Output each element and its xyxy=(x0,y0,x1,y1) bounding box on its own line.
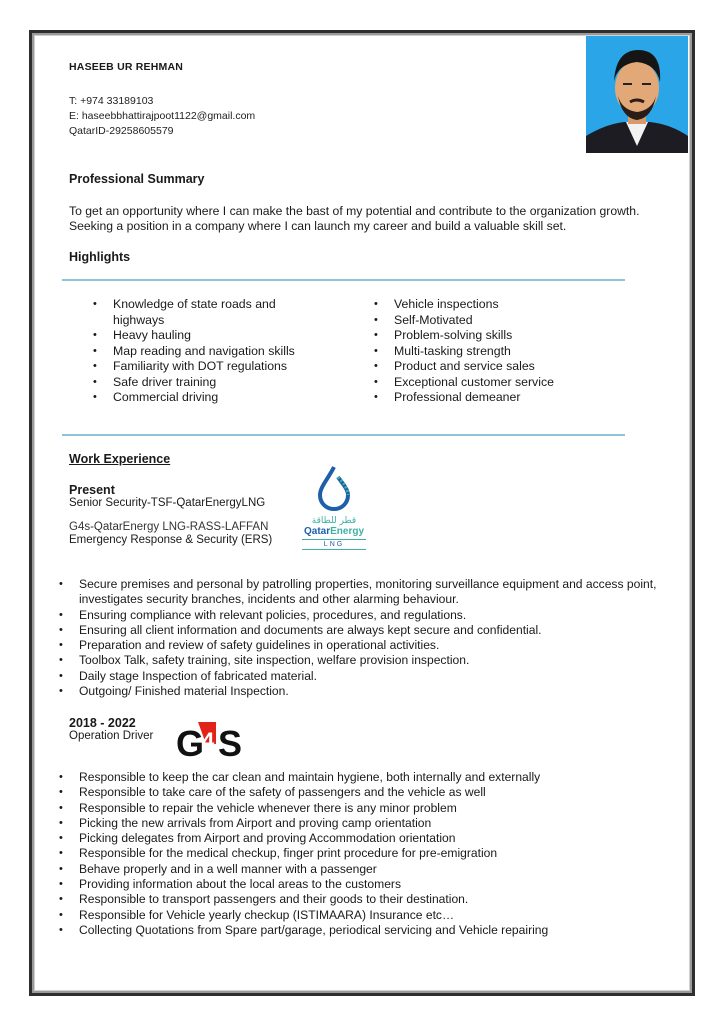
list-item: • Knowledge of state roads and highways xyxy=(93,297,313,328)
highlights-right-list xyxy=(374,297,634,406)
job-1-duties xyxy=(59,577,689,699)
divider xyxy=(62,434,625,436)
list-item: • Product and service sales xyxy=(374,359,634,375)
list-item: • Ensuring compliance with relevant policies, procedures, and regulations. xyxy=(59,608,689,623)
list-item: • Toolbox Talk, safety training, site inspection, welfare provision inspection. xyxy=(59,653,689,668)
summary-heading: Professional Summary xyxy=(69,172,205,186)
g4s-logo xyxy=(176,718,246,760)
contact-block xyxy=(69,94,255,139)
qatar-id: QatarID-29258605579 xyxy=(69,125,174,137)
job-2-duties xyxy=(59,770,689,938)
list-item: • Collecting Quotations from Spare part/garage, periodical servicing and Vehicle repairing xyxy=(59,923,689,938)
list-item: • Secure premises and personal by patrolling properties, monitoring surveillance equipment and access point, investigates security branches, incidents and other alarming behaviour. xyxy=(59,577,689,608)
summary-text: To get an opportunity where I can make the bast of my potential and contribute to the organization growth. Seeking a position in a company where I can launch my career and build a valuable skill set. xyxy=(69,204,640,233)
job-header-1 xyxy=(69,483,272,546)
list-item: • Problem-solving skills xyxy=(374,328,634,344)
job-role: Operation Driver xyxy=(69,730,154,742)
list-item: • Behave properly and in a well manner with a passenger xyxy=(59,862,689,877)
candidate-name: HASEEB UR REHMAN xyxy=(69,61,184,73)
list-item: • Providing information about the local areas to the customers xyxy=(59,877,689,892)
phone: T: +974 33189103 xyxy=(69,95,154,107)
job-company: G4s-QatarEnergy LNG-RASS-LAFFAN xyxy=(69,521,269,533)
drop-icon xyxy=(314,465,354,511)
list-item: • Familiarity with DOT regulations xyxy=(93,359,313,375)
list-item: • Responsible to transport passengers and their goods to their destination. xyxy=(59,892,689,907)
job-header-2 xyxy=(69,716,153,742)
list-item: • Safe driver training xyxy=(93,375,313,391)
list-item: • Responsible to keep the car clean and maintain hygiene, both internally and externally xyxy=(59,770,689,785)
qatarenergy-logo xyxy=(296,465,372,551)
svg-text:S: S xyxy=(218,723,243,760)
list-item: • Responsible to repair the vehicle whenever there is any minor problem xyxy=(59,801,689,816)
list-item: • Heavy hauling xyxy=(93,328,313,344)
g4s-logo-icon xyxy=(176,718,246,760)
list-item: • Picking the new arrivals from Airport and proving camp orientation xyxy=(59,816,689,831)
job-date: 2018 - 2022 xyxy=(69,716,136,730)
divider xyxy=(62,279,625,281)
logo-sub: LNG xyxy=(302,539,366,550)
list-item: • Responsible for Vehicle yearly checkup (ISTIMAARA) Insurance etc… xyxy=(59,908,689,923)
list-item: • Responsible for the medical checkup, finger print procedure for pre-emigration xyxy=(59,846,689,861)
logo-wordmark: QatarEnergy xyxy=(303,526,365,537)
list-item: • Map reading and navigation skills xyxy=(93,344,313,360)
list-item: • Picking delegates from Airport and proving Accommodation orientation xyxy=(59,831,689,846)
list-item: • Vehicle inspections xyxy=(374,297,634,313)
list-item: • Daily stage Inspection of fabricated material. xyxy=(59,669,689,684)
highlights-heading: Highlights xyxy=(69,250,131,264)
job-date: Present xyxy=(69,483,115,497)
list-item: • Responsible to take care of the safety of passengers and the vehicle as well xyxy=(59,785,689,800)
profile-photo xyxy=(586,36,688,153)
list-item: • Self-Motivated xyxy=(374,313,634,329)
list-item: • Multi-tasking strength xyxy=(374,344,634,360)
list-item: • Ensuring all client information and documents are always kept secure and confidential. xyxy=(59,623,689,638)
svg-text:4: 4 xyxy=(202,728,215,753)
work-experience-heading: Work Experience xyxy=(69,452,171,466)
list-item: • Exceptional customer service xyxy=(374,375,634,391)
list-item: • Professional demeaner xyxy=(374,390,634,406)
list-item: • Preparation and review of safety guidelines in operational activities. xyxy=(59,638,689,653)
portrait-icon xyxy=(586,36,688,153)
logo-arabic-text: قطر للطاقة xyxy=(311,516,357,526)
highlights-left-list xyxy=(93,297,313,406)
email: E: haseebbhattirajpoot1122@gmail.com xyxy=(69,110,256,122)
list-item: • Outgoing/ Finished material Inspection. xyxy=(59,684,689,699)
svg-text:G: G xyxy=(176,723,205,760)
job-department: Emergency Response & Security (ERS) xyxy=(69,534,273,546)
list-item: • Commercial driving xyxy=(93,390,313,406)
job-role: Senior Security-TSF-QatarEnergyLNG xyxy=(69,497,266,509)
